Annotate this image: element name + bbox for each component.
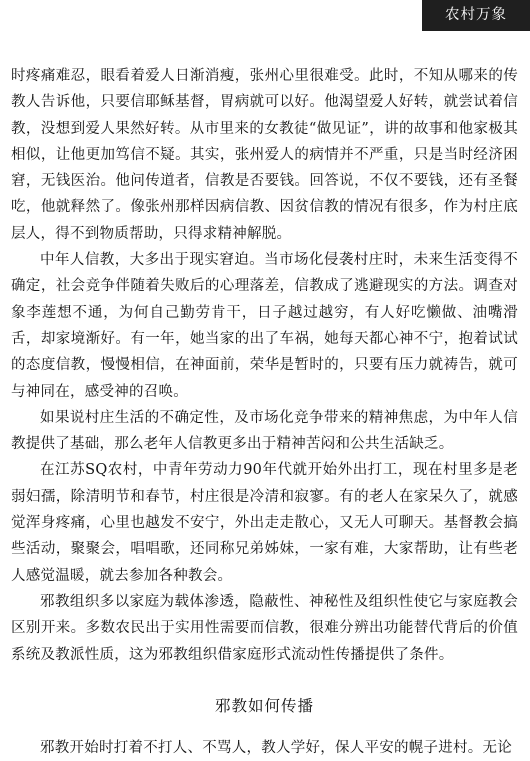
paragraph: 邪教开始时打着不打人、不骂人，教人学好，保人平安的幌子进村。无论 [40,739,512,756]
paragraph: 中年人信教，大多出于现实窘迫。当市场化侵袭村庄时，未来生活变得不确定，社会竞争伴随着失败后的心理落差，信教成了逃避现实的方法。调查对象李莲想不通，为何自己勤劳肯干，日子越过越穷，有人好吃懒做、油嘴滑舌，却家境渐好。有一年，她当家的出了车祸，她每天都心神不宁，抱着试试的态度信教，慢慢相信，在神面前，荣华是暂时的，只要有压力就祷告，就可与神同在，感受神的召唤。 [11,252,518,400]
paragraph-continued: 时疼痛难忍，眼看着爱人日渐消瘦，张州心里很难受。此时，不知从哪来的传教人告诉他，只要信耶稣基督，胃病就可以好。他渴望爱人好转，就尝试着信教，没想到爱人果然好转。从市里来的女教徒“做见证”，讲的故事和他家极其相似，让他更加笃信不疑。其实，张州爱人的病情并不严重，只是当时经济困窘，无钱医治。他问传道者，信教是否要钱。回答说，不仅不要钱，还有圣餐吃，他就释然了。像张州那样因病信教、因贫信教的情况有很多，作为村庄底层人，得不到物质帮助，只得求精神解脱。 [11,68,518,242]
section-heading: 邪教如何传播 [214,696,314,715]
article-body [11,63,518,761]
paragraph: 邪教组织多以家庭为载体渗透，隐蔽性、神秘性及组织性使它与家庭教会区别开来。多数农民出于实用性需要而信教，很难分辨出功能替代背后的价值系统及教派性质，这为邪教组织借家庭形式流动性传播提供了条件。 [11,593,518,663]
section-tag: 农村万象 [422,0,530,31]
paragraph: 如果说村庄生活的不确定性，及市场化竞争带来的精神焦虑，为中年人信教提供了基础，那么老年人信教更多出于精神苦闷和公共生活缺乏。 [11,409,518,453]
paragraph: 在江苏SQ农村，中青年劳动力90年代就开始外出打工，现在村里多是老弱妇孺，除清明节和春节，村庄很是冷清和寂寥。有的老人在家呆久了，就感觉浑身疼痛，心里也越发不安宁，外出走走散心，又无人可聊天。基督教会搞些活动，聚聚会，唱唱歌，还同称兄弟姊妹，一家有难，大家帮助，让有些老人感觉温暖，就去参加各种教会。 [11,462,518,584]
